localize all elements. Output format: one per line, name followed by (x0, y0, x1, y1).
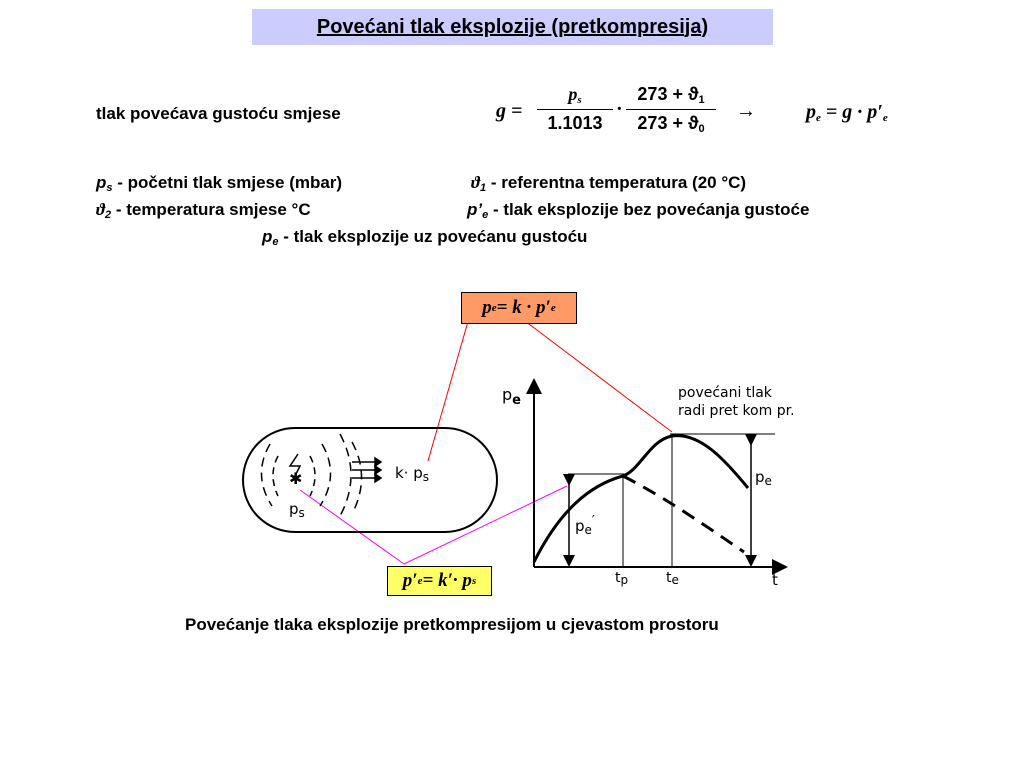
formula-g-dot: · (616, 98, 623, 120)
curve-with-precompression (534, 436, 748, 562)
annotation-line-2: radi pret kom pr. (678, 403, 795, 419)
formula-g-fraction1: $p_s$ 1.1013 (537, 84, 613, 134)
tube-label-kps: $k\cdot p_s$ (395, 464, 430, 484)
tube-diagram (240, 420, 500, 540)
definition-pe-prime: $p’_e$ - tlak eksplozije bez povećanja gustoće (467, 200, 810, 221)
formula-g-fraction2: $273 + ϑ_1$ $273 + ϑ_0$ (626, 84, 716, 135)
formula-box-pe: p e = k · p′ e (461, 292, 577, 324)
figure-caption: Povećanje tlaka eksplozije pretkompresijom u cjevastom prostoru (185, 615, 719, 634)
y-axis-label: $p_e$ (502, 385, 521, 408)
label-pe-prime: $p_e'$ (575, 514, 595, 537)
formula-pe: $p_e = g \cdot p'_e$ (806, 101, 888, 124)
label-pe: $p_e$ (755, 468, 772, 488)
intro-text: tlak povećava gustoću smjese (96, 104, 341, 123)
x-axis-label: t (772, 571, 778, 589)
definition-pe: $p_e$ - tlak eksplozije uz povećanu gustoću (262, 227, 588, 248)
annotation-line-1: povećani tlak (678, 385, 772, 401)
wave-2 (310, 456, 315, 496)
formula-box-pe-prime: p′ e = k′· p s (387, 566, 492, 596)
wave-3 (261, 444, 272, 506)
wave-1 (273, 456, 278, 496)
curve-without-precompression (623, 476, 744, 552)
page-title: Povećani tlak eksplozije (pretkompresija) (316, 15, 709, 38)
definition-ps: $p_s$ - početni tlak smjese (mbar) (96, 173, 343, 194)
pressure-time-diagram (490, 370, 820, 590)
wave-4 (320, 444, 331, 506)
tube-outline (243, 428, 497, 532)
definition-theta1: $ϑ_1$ - referentna temperatura (20 °C) (471, 173, 747, 194)
formula-g-lhs: g = (496, 100, 523, 122)
tick-te: te (666, 570, 679, 587)
ignition-point-icon: ✱ (289, 469, 303, 488)
wave-6 (352, 442, 362, 510)
tick-tp: tp (615, 570, 629, 587)
wave-5 (340, 434, 351, 516)
definition-theta2: $ϑ_2$ - temperatura smjese °C (96, 200, 311, 221)
arrow-right-icon: → (736, 100, 756, 122)
tube-label-ps: $p_s$ (289, 500, 305, 520)
pressure-arrows (352, 458, 381, 482)
